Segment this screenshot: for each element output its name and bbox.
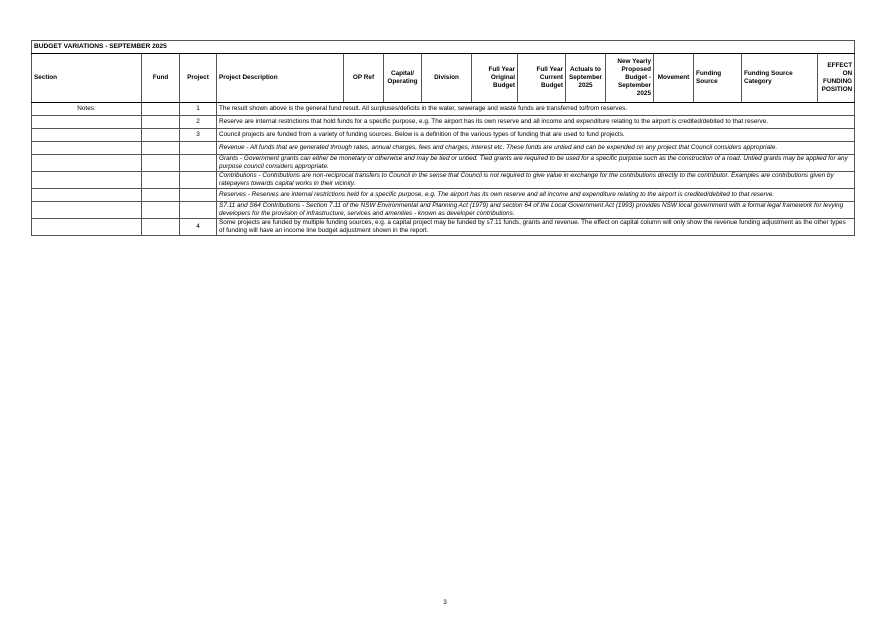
fund-cell <box>142 129 180 142</box>
note-text: Contributions - Contributions are non-reciprocal transfers to Council in the sense that Council is not required to give value in exchange for the contributions directly to the contributor. Examples are contributions given by ratepayers towards capital works in their vicinity. <box>217 172 855 189</box>
header-funding-source: Funding Source <box>694 54 742 103</box>
table-row <box>32 172 855 189</box>
section-cell <box>32 142 142 155</box>
header-project-description: Project Description <box>217 54 344 103</box>
header-funding-source-category: Funding Source Category <box>742 54 818 103</box>
page-number: 3 <box>443 600 447 606</box>
project-number: 2 <box>180 116 217 129</box>
table-row <box>32 129 855 142</box>
fund-cell <box>142 202 180 219</box>
section-cell <box>32 189 142 202</box>
header-capital-operating: Capital/ Operating <box>384 54 422 103</box>
header-fund: Fund <box>142 54 180 103</box>
note-text: Grants - Government grants can either be monetary or otherwise and may be tied or untied. Tied grants are required to be used for a specific purpose such as the construction of a road. Untied grants may be applied for any purpose council considers appropriate. <box>217 155 855 172</box>
header-movement: Movement <box>654 54 694 103</box>
header-actuals: Actuals to September 2025 <box>566 54 606 103</box>
project-number <box>180 202 217 219</box>
note-text: Revenue - All funds that are generated through rates, annual charges, fees and charges, interest etc. These funds are untied and can be expended on any project that Council considers appropriate. <box>217 142 855 155</box>
table-row <box>32 189 855 202</box>
note-text: The result shown above is the general fund result. All surpluses/deficits in the water, sewerage and waste funds are transferred to/from reserves. <box>217 103 855 116</box>
header-full-year-original-budget: Full Year Original Budget <box>472 54 518 103</box>
note-text: Reserves - Reserves are internal restrictions held for a specific purpose, e.g. The airport has its own reserve and all income and expenditure relating to the airport is credited/debited to that reserve. <box>217 189 855 202</box>
table-row <box>32 219 855 236</box>
project-number: 1 <box>180 103 217 116</box>
table-row <box>32 155 855 172</box>
project-number <box>180 189 217 202</box>
note-text: Council projects are funded from a variety of funding sources. Below is a definition of the various types of funding that are used to fund projects. <box>217 129 855 142</box>
header-section: Section <box>32 54 142 103</box>
table-row <box>32 103 855 116</box>
header-row <box>32 54 855 103</box>
section-cell <box>32 116 142 129</box>
fund-cell <box>142 172 180 189</box>
project-number <box>180 155 217 172</box>
fund-cell <box>142 142 180 155</box>
project-number <box>180 142 217 155</box>
header-division: Division <box>422 54 472 103</box>
table-row <box>32 116 855 129</box>
fund-cell <box>142 219 180 236</box>
note-text: S7.11 and S64 Contributions - Section 7.11 of the NSW Environmental and Planning Act (1979) and section 64 of the Local Government Act (1993) provides NSW local government with a formal legal framework for levying developers for the provision of infrastructure, services and amenities - known as developer contributions. <box>217 202 855 219</box>
fund-cell <box>142 189 180 202</box>
project-number <box>180 172 217 189</box>
table-row <box>32 202 855 219</box>
note-text: Reserve are internal restrictions that hold funds for a specific purpose, e.g. The airport has its own reserve and all income and expenditure relating to the airport is credited/debited to that reserve. <box>217 116 855 129</box>
section-cell <box>32 129 142 142</box>
table-row <box>32 142 855 155</box>
fund-cell <box>142 155 180 172</box>
header-effect-on-funding: EFFECT ON FUNDING POSITION <box>818 54 855 103</box>
section-cell <box>32 219 142 236</box>
budget-variations-sheet <box>31 40 854 236</box>
header-new-yearly-proposed: New Yearly Proposed Budget - September 2025 <box>606 54 654 103</box>
fund-cell <box>142 116 180 129</box>
fund-cell <box>142 103 180 116</box>
project-number: 4 <box>180 219 217 236</box>
section-cell <box>32 155 142 172</box>
header-full-year-current-budget: Full Year Current Budget <box>518 54 566 103</box>
budget-variations-table <box>31 40 855 236</box>
header-op-ref: OP Ref <box>344 54 384 103</box>
project-number: 3 <box>180 129 217 142</box>
section-cell <box>32 202 142 219</box>
notes-label: Notes: <box>32 103 142 116</box>
note-text: Some projects are funded by multiple funding sources, e.g. a capital project may be funded by s7.11 funds, grants and revenue. The effect on capital column will only show the revenue funding adjustment as the other types of funding will have an income line budget adjustment shown in the report. <box>217 219 855 236</box>
sheet-title: BUDGET VARIATIONS - SEPTEMBER 2025 <box>32 41 855 54</box>
header-project: Project <box>180 54 217 103</box>
section-cell <box>32 172 142 189</box>
